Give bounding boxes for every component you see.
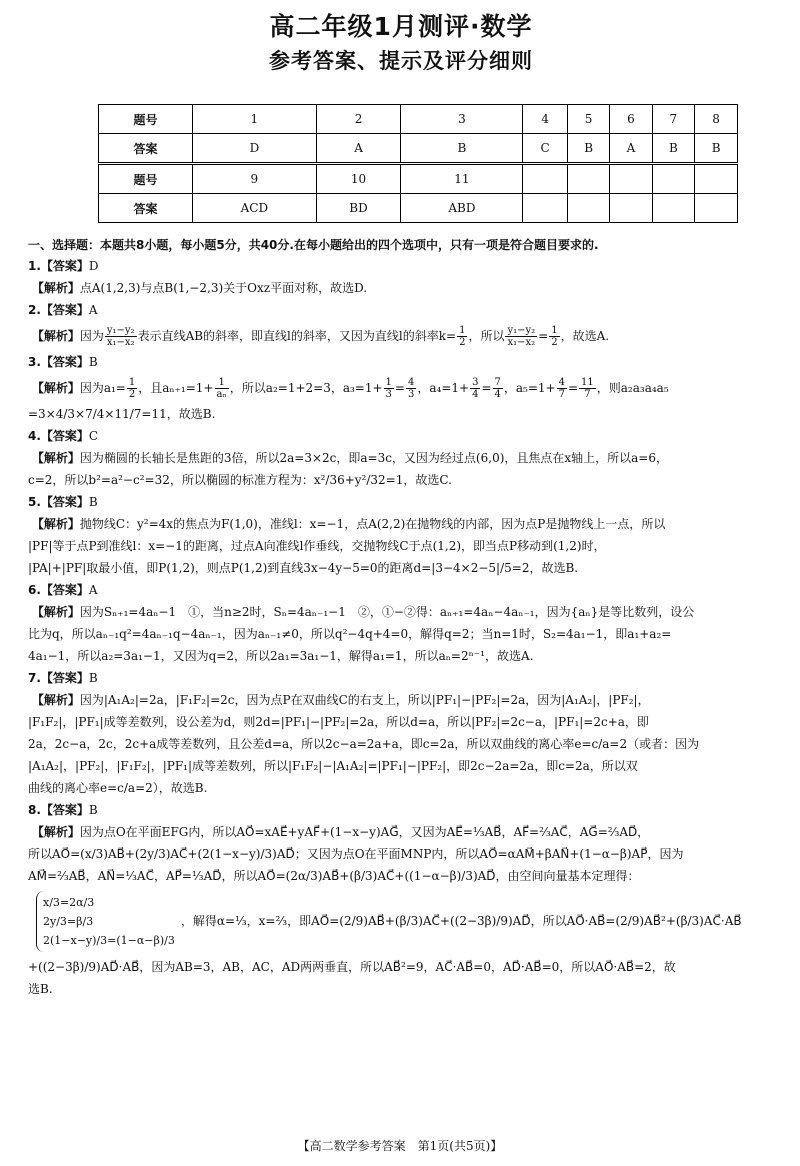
analysis-text: 表示直线AB的斜率，即直线l的斜率，又因为直线l的斜率k= (137, 329, 457, 343)
denominator: 7 (558, 389, 565, 400)
answer-table (98, 104, 738, 223)
analysis-text: 点A(1,2,3)与点B(1,−2,3)关于Oxz平面对称，故选D. (79, 281, 368, 295)
answer-label: 5.【答案】 (28, 495, 89, 509)
table-cell: D (193, 134, 317, 164)
fraction (549, 325, 559, 348)
denominator: x₁−x₂ (106, 337, 135, 348)
row-label: 答案 (99, 134, 193, 164)
analysis-text: AM⃗=⅔AB⃗，AN⃗=⅓AC⃗，AP⃗=⅓AD⃗，所以AO⃗=(2α/3)AB⃗+(β/3)AC⃗+((1−α−β)/3)AD⃗，由空间向量基本定理得： (28, 869, 640, 883)
answer-value: A (88, 583, 98, 597)
table-row-q2 (99, 164, 738, 194)
denominator: 2 (128, 389, 136, 400)
analysis-text: |PF|等于点P到准线l：x=−1的距离，过点A向准线l作垂线，交抛物线C于点(1,2)，即当点P移动到(1,2)时， (28, 539, 606, 553)
page-subtitle: 参考答案、提示及评分细则 (269, 49, 533, 73)
answer-value: B (88, 355, 98, 369)
numerator: 1 (215, 377, 229, 389)
analysis-text: ，所以 (468, 329, 505, 343)
denominator: 2 (459, 337, 466, 348)
analysis-text: 因为Sₙ₊₁=4aₙ−1 ①，当n≥2时，Sₙ=4aₙ₋₁−1 ②，①−②得：aₙ₊₁=4aₙ−4aₙ₋₁，因为{aₙ}是等比数列，设公 (79, 605, 695, 619)
table-cell: 2 (316, 105, 401, 134)
question-4 (28, 425, 774, 491)
table-cell: 6 (610, 105, 652, 134)
analysis-label: 【解析】 (31, 381, 80, 395)
table-cell (523, 164, 567, 194)
analysis-text: |PA|+|PF|取最小值，即P(1,2)，则点P(1,2)到直线3x−4y−5=0的距离d=|3−4×2−5|/5=2，故选B. (28, 561, 579, 575)
question-2 (28, 299, 774, 351)
table-cell: 7 (652, 105, 695, 134)
answer-label: 1.【答案】 (28, 259, 89, 273)
table-cell: 11 (401, 164, 523, 194)
numerator: 1 (128, 377, 136, 388)
table-cell: 3 (401, 105, 523, 134)
question-8 (28, 799, 774, 1000)
fraction (384, 377, 394, 400)
section-heading: 一、选择题：本题共8小题，每小题5分，共40分.在每小题给出的四个选项中，只有一项是符合题目要求的. (28, 238, 599, 252)
table-row-a1 (99, 134, 738, 164)
table-cell (652, 164, 695, 194)
analysis-label: 【解析】 (31, 451, 80, 465)
answer-value: B (88, 671, 98, 685)
analysis-text: 因为椭圆的长轴长是焦距的3倍，所以2a=3×2c，即a=3c，又因为经过点(6,0)，且焦点在x轴上，所以a=6， (79, 451, 668, 465)
answer-label: 7.【答案】 (28, 671, 89, 685)
equation: 2y/3=β/3 (43, 915, 94, 928)
answer-label: 4.【答案】 (28, 429, 89, 443)
analysis-label: 【解析】 (31, 605, 80, 619)
table-cell: A (610, 134, 652, 164)
numerator: y₁−y₂ (507, 325, 536, 336)
analysis-text: 抛物线C：y²=4x的焦点为F(1,0)，准线l：x=−1，点A(2,2)在抛物线的内部，因为点P是抛物线上一点，所以 (79, 517, 666, 531)
table-cell (695, 194, 738, 223)
table-cell (523, 194, 567, 223)
analysis-text: 因为|A₁A₂|=2a，|F₁F₂|=2c，因为点P在双曲线C的右支上，所以|PF₁|−|PF₂|=2a，因为|A₁A₂|，|PF₂|， (79, 693, 650, 707)
fraction (457, 325, 467, 348)
fraction (105, 325, 137, 348)
analysis-text: ，a₄=1+ (417, 381, 470, 395)
numerator: 7 (494, 377, 501, 388)
answer-value: B (88, 803, 98, 817)
equation: 2(1−x−y)/3=(1−α−β)/3 (43, 934, 175, 947)
numerator: 4 (407, 377, 415, 388)
denominator: 3 (385, 389, 392, 400)
table-cell: 4 (523, 105, 567, 134)
answer-label: 3.【答案】 (28, 355, 89, 369)
table-cell: BD (316, 194, 401, 223)
question-1 (28, 255, 774, 299)
table-cell: C (523, 134, 567, 164)
equation: x/3=2α/3 (43, 896, 95, 909)
analysis-text: 2a，2c−a，2c，2c+a成等差数列，且公差d=a，所以2c−a=2a+a，即c=2a，所以双曲线的离心率e=c/a=2（或者：因为 (28, 737, 700, 751)
question-6 (28, 579, 774, 667)
numerator: 1 (551, 325, 558, 336)
fraction (406, 377, 416, 400)
analysis-text: c=2，所以b²=a²−c²=32，所以椭圆的标准方程为：x²/36+y²/32=1，故选C. (28, 473, 452, 487)
table-cell: B (652, 134, 695, 164)
fraction (505, 325, 537, 348)
analysis-text: ，则a₂a₃a₄a₅ (596, 381, 669, 395)
table-cell: ABD (401, 194, 523, 223)
numerator: 3 (472, 377, 479, 388)
answer-label: 6.【答案】 (28, 583, 89, 597)
analysis-text: 4a₁−1，所以a₂=3a₁−1，又因为q=2，所以2a₁=3a₁−1，解得a₁=1，所以aₙ=2ⁿ⁻¹，故选A. (28, 649, 534, 663)
analysis-text: +((2−3β)/9)AD⃗·AB⃗，因为AB=3，AB，AC，AD两两垂直，所以AB⃗²=9，AC⃗·AB⃗=0，AD⃗·AB⃗=0，所以AO⃗·AB⃗=2，故 (28, 960, 676, 974)
analysis-text: = (538, 329, 549, 343)
numerator: 11 (581, 377, 594, 388)
row-label: 答案 (99, 194, 193, 223)
answer-value: C (88, 429, 99, 443)
table-cell: ACD (193, 194, 317, 223)
table-cell: A (316, 134, 401, 164)
table-cell: B (567, 134, 610, 164)
answer-value: D (88, 259, 99, 273)
analysis-text: ，故选A. (560, 329, 610, 343)
analysis-label: 【解析】 (31, 329, 80, 343)
table-cell (567, 194, 610, 223)
fraction (470, 377, 480, 400)
question-7 (28, 667, 774, 799)
analysis-label: 【解析】 (31, 825, 80, 839)
answer-label: 2.【答案】 (28, 303, 89, 317)
analysis-text: = (394, 381, 405, 395)
equation-system (36, 891, 175, 952)
fraction (215, 377, 229, 400)
analysis-text: 曲线的离心率e=c/a=2），故选B. (28, 781, 208, 795)
analysis-text: 比为q，所以aₙ₋₁q²=4aₙ₋₁q−4aₙ₋₁，因为aₙ₋₁≠0，所以q²−4q+4=0，解得q=2；当n=1时，S₂=4a₁−1，即a₁+a₂= (28, 627, 672, 641)
table-cell (567, 164, 610, 194)
table-row-q1 (99, 105, 738, 134)
table-cell: 1 (193, 105, 317, 134)
analysis-label: 【解析】 (31, 517, 80, 531)
denominator: aₙ (216, 389, 227, 400)
row-label: 题号 (99, 164, 193, 194)
denominator: 4 (494, 389, 501, 400)
table-cell (610, 194, 652, 223)
denominator: 3 (407, 389, 415, 400)
analysis-text: 所以AO⃗=(x/3)AB⃗+(2y/3)AC⃗+(2(1−x−y)/3)AD⃗；又因为点O在平面MNP内，所以AO⃗=αAM⃗+βAN⃗+(1−α−β)AP⃗，因为 (28, 847, 684, 861)
page-title: 高二年级1月测评·数学 (269, 12, 533, 41)
denominator: x₁−x₂ (507, 337, 536, 348)
row-label: 题号 (99, 105, 193, 134)
fraction (127, 377, 137, 400)
fraction (493, 377, 503, 400)
table-cell (695, 164, 738, 194)
question-3: 3.【答案】B 【解析】因为a₁= $\frac{1}{2}$ ，且aₙ₊₁=1+ $\frac{1}{\text{aₙ}}$ ，所以a₂=1+2=3，a₃=1+ $\frac{1}{3}$ = $\frac{4}{3}$ ，a₄=1+ $\frac{3}{4}$ = $\frac{7}{4}$ ，a₅=1+ $\frac{4}{7}$ = $\frac{11}{7}$ ，则a₂a₃a₄a₅ =3×4/3×7/4×11/7=11，故选B. (28, 351, 774, 425)
table-cell: B (695, 134, 738, 164)
denominator: 2 (551, 337, 558, 348)
answer-value: A (88, 303, 98, 317)
analysis-text: 选B. (28, 982, 53, 996)
analysis-text: 因为点O在平面EFG内，所以AO⃗=xAE⃗+yAF⃗+(1−x−y)AG⃗，又因为AE⃗=⅓AB⃗，AF⃗=⅔AC⃗，AG⃗=⅔AD⃗， (79, 825, 650, 839)
numerator: 1 (385, 377, 392, 388)
table-cell: 10 (316, 164, 401, 194)
page-footer: 【高二数学参考答案 第1页(共5页)】 (297, 1139, 503, 1153)
fraction (579, 377, 596, 400)
denominator: 4 (472, 389, 479, 400)
table-cell: 8 (695, 105, 738, 134)
numerator: y₁−y₂ (106, 325, 135, 336)
analysis-text: 因为a₁= (79, 381, 126, 395)
analysis-label: 【解析】 (31, 281, 80, 295)
numerator: 1 (459, 325, 466, 336)
analysis-text: =3×4/3×7/4×11/7=11，故选B. (28, 407, 216, 421)
analysis-text: ，a₅=1+ (503, 381, 556, 395)
analysis-text: |A₁A₂|，|PF₂|，|F₁F₂|，|PF₁|成等差数列，所以|F₁F₂|−|A₁A₂|=|PF₁|−|PF₂|，即2c−2a=2a，即c=2a，所以双 (28, 759, 638, 773)
table-cell (610, 164, 652, 194)
table-cell (652, 194, 695, 223)
analysis-text: ，解得α=⅓，x=⅔，即AO⃗=(2/9)AB⃗+(β/3)AC⃗+((2−3β)/9)AD⃗，所以AO⃗·AB⃗=(2/9)AB⃗²+(β/3)AC⃗·AB⃗ (180, 914, 742, 928)
table-cell: 5 (567, 105, 610, 134)
table-cell: 9 (193, 164, 317, 194)
table-row-a2 (99, 194, 738, 223)
answer-label: 8.【答案】 (28, 803, 89, 817)
analysis-text: ，所以a₂=1+2=3，a₃=1+ (229, 381, 383, 395)
analysis-text: ，且aₙ₊₁=1+ (138, 381, 214, 395)
question-5 (28, 491, 774, 579)
fraction (557, 377, 567, 400)
analysis-label: 【解析】 (31, 693, 80, 707)
analysis-text: |F₁F₂|，|PF₁|成等差数列，设公差为d，则2d=|PF₁|−|PF₂|=2a，所以d=a，所以|PF₂|=2c−a，|PF₁|=2c+a，即 (28, 715, 649, 729)
denominator: 7 (584, 389, 591, 400)
answer-value: B (88, 495, 98, 509)
numerator: 4 (558, 377, 565, 388)
table-cell: B (401, 134, 523, 164)
analysis-text: 因为 (79, 329, 104, 343)
